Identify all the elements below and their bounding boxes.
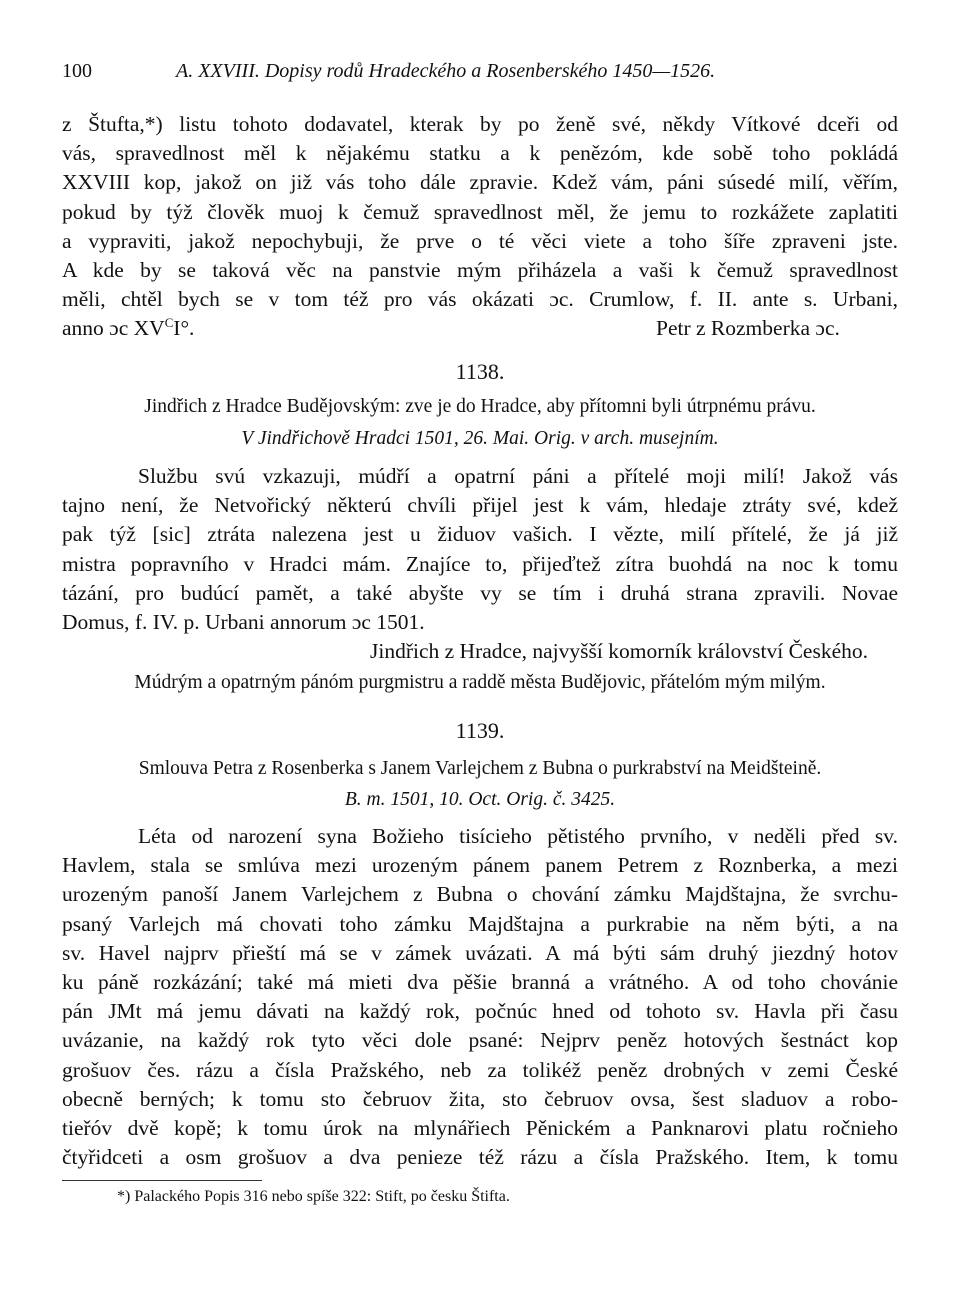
text-line: pak týž [sic] ztráta nalezena jest u židuov vašich. I vězte, milí přítelé, že já již <box>62 522 898 547</box>
text-line: Léta od narození syna Božieho tisícieho pětistého prvního, v neděli před sv. <box>138 824 898 848</box>
signature: Jindřich z Hradce, najvyšší komorník království Českého. <box>370 639 868 664</box>
text-line: mistra popravního v Hradci mám. Znajíce to, přijeďtež zítra buohdá na noc k tomu <box>62 551 898 576</box>
footnote-rule <box>62 1180 262 1181</box>
text-line: Službu svú vzkazuji, múdří a opatrní páni a přítelé moji milí! Jakož vás <box>138 464 898 488</box>
date-line: anno ɔc $XV^CI^\circ$. <box>62 316 195 341</box>
page-header <box>62 60 898 90</box>
letter-body-1139 <box>62 822 898 1172</box>
letter-body-1138 <box>62 462 898 666</box>
text-line: urozeným panoší Janem Varlejchem z Bubna o chování zámku Majdštajna, že svrchu- <box>62 882 898 907</box>
closing-line <box>62 314 898 343</box>
text-line: z Štufta,*) listu tohoto dodavatel, kterak by po ženě své, někdy Vítkové dceři od <box>62 112 898 136</box>
text-line: ku páně rozkázání; také má mieti dva pěšie branná a vrátného. A od toho chovánie <box>62 969 898 994</box>
text-line: tieřóv dvě kopě; k tomu úrok na mlynářiech Pěnickém a Panknarovi platu ročnieho <box>62 1115 898 1140</box>
text-line: měli, chtěl bych se v tom též pro vás okázati ɔc. Crumlow, f. II. ante s. Urbani, <box>62 287 898 312</box>
letter-number: 1139. <box>455 718 505 743</box>
text-line: psaný Varlejch má chovati toho zámku Majdštajna a purkrabie na něm býti, a na <box>62 911 898 936</box>
signature: Petr z Rozmberka ɔc. <box>656 316 840 341</box>
text-line: Domus, f. IV. p. Urbani annorum ɔc 1501. <box>62 609 425 634</box>
text-line: uvázanie, na každý rok tyto věci dole psané: Nejprv peněz hotových šestnáct kop <box>62 1028 898 1053</box>
footnote: *) Palackého Popis 316 nebo spíše 322: Stift, po česku Štifta. <box>117 1188 510 1205</box>
letter-address: Múdrým a opatrným pánóm purgmistru a raddě města Budějovic, přátelóm mým milým. <box>134 672 826 693</box>
text-line: pokud by týž člověk muoj k čemuž spravedlnost měl, že jemu to rozkážete zaplatiti <box>62 199 898 224</box>
text-line: vás, spravedlnost měl k nějakému statku a k penězóm, kde sobě toho pokládá <box>62 141 898 166</box>
text-line: Havlem, stala se smlúva mezi urozeným pánem panem Petrem z Roznberka, a mezi <box>62 853 898 878</box>
text-line: A kde by se taková věc na panstvie mým přiházela a vaši k čemuž spravedlnost <box>62 257 898 282</box>
letter-title: Jindřich z Hradce Budějovským: zve je do Hradce, aby přítomni byli útrpnému právu. <box>144 396 816 417</box>
text-line: pán JMt má jemu dávati na každý rok, počnúc hned od tohoto sv. Havla při času <box>62 999 898 1024</box>
page-number: 100 <box>62 60 92 82</box>
letter-continuation <box>62 110 898 344</box>
text-line: čtyřidceti a osm grošuov a dva penieze též rázu a čísla Pražského. Item, k tomu <box>62 1145 898 1170</box>
letter-number: 1138. <box>455 359 505 384</box>
text-line: obecně berných; k tomu sto čebruov žita, sto čebruov ovsa, šest sladuov a robo- <box>62 1086 898 1111</box>
text-line: XXVIII kop, jakož on již vás toho dále zpravie. Kdež vám, páni súsedé milí, věřím, <box>62 170 898 195</box>
letter-title: Smlouva Petra z Rosenberka s Janem Varlejchem z Bubna o purkrabství na Meidšteině. <box>138 758 822 779</box>
text-line: a vypraviti, jakož nepochybuji, že prve o té věci viete a toho šíře zpraveni jste. <box>62 228 898 253</box>
text-line: tázání, pro budúcí pamět, a také abyšte vy se tím i druhá strana zpravili. Novae <box>62 580 898 605</box>
text-line: tajno není, že Netvořický některú chvíli přijel jest k vám, hledaje ztráty své, kdež <box>62 493 898 518</box>
text-line: grošuov čes. rázu a čísla Pražského, neb za tolikéž peněz drobných v zemi České <box>62 1057 898 1082</box>
text-line: sv. Havel najprv přieští má se v zámek uvázati. A má býti sám druhý jiezdný hotov <box>62 940 898 965</box>
running-title: A. XXVIII. Dopisy rodů Hradeckého a Rosenberského 1450—1526. <box>176 60 716 82</box>
letter-source: B. m. 1501, 10. Oct. Orig. č. 3425. <box>344 789 616 810</box>
letter-source: V Jindřichově Hradci 1501, 26. Mai. Orig. v arch. musejním. <box>241 428 719 449</box>
